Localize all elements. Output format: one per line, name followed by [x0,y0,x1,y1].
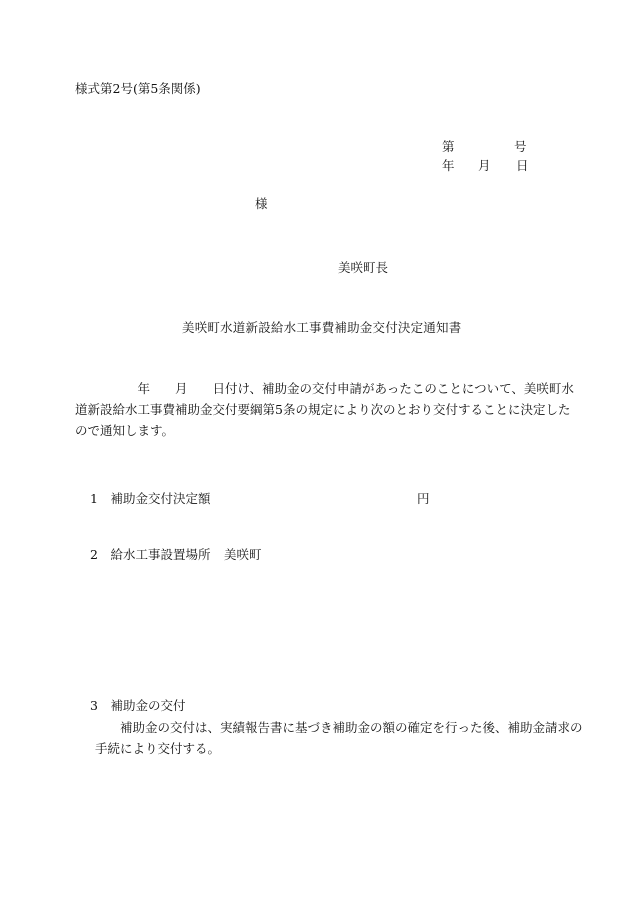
issuer-name: 美咲町長 [338,260,389,275]
issue-date [442,160,529,173]
item-subsidy-amount-unit: 円 [417,491,430,506]
addressee-suffix: 様 [255,196,268,211]
form-number: 様式第2号(第5条関係) [75,81,201,96]
item-payment-body [95,717,583,759]
notice-body [75,378,574,441]
document-number-unit: 号 [514,139,527,154]
item-payment-line: 補助金の交付は、実績報告書に基づき補助金の額の確定を行った後、補助金請求の [95,720,583,735]
item-location-label: 2 給水工事設置場所 [90,547,211,562]
notice-body-line: 道新設給水工事費補助金交付要綱第5条の規定により次のとおり交付することに決定した [75,402,571,417]
notice-body-line: 年 月 日付け、補助金の交付申請があったこのことについて、美咲町水 [75,381,574,396]
date-month: 月 [478,158,491,173]
document-number-label: 第 [442,139,455,154]
item-payment-line: 手続により交付する。 [95,741,221,756]
notice-body-line: ので通知します。 [75,423,175,438]
date-year: 年 [442,158,455,173]
document-title: 美咲町水道新設給水工事費補助金交付決定通知書 [182,320,462,335]
item-payment-label: 3 補助金の交付 [90,698,186,713]
item-subsidy-amount-label: 1 補助金交付決定額 [90,491,211,506]
item-location-value: 美咲町 [224,547,262,562]
date-day: 日 [516,158,529,173]
